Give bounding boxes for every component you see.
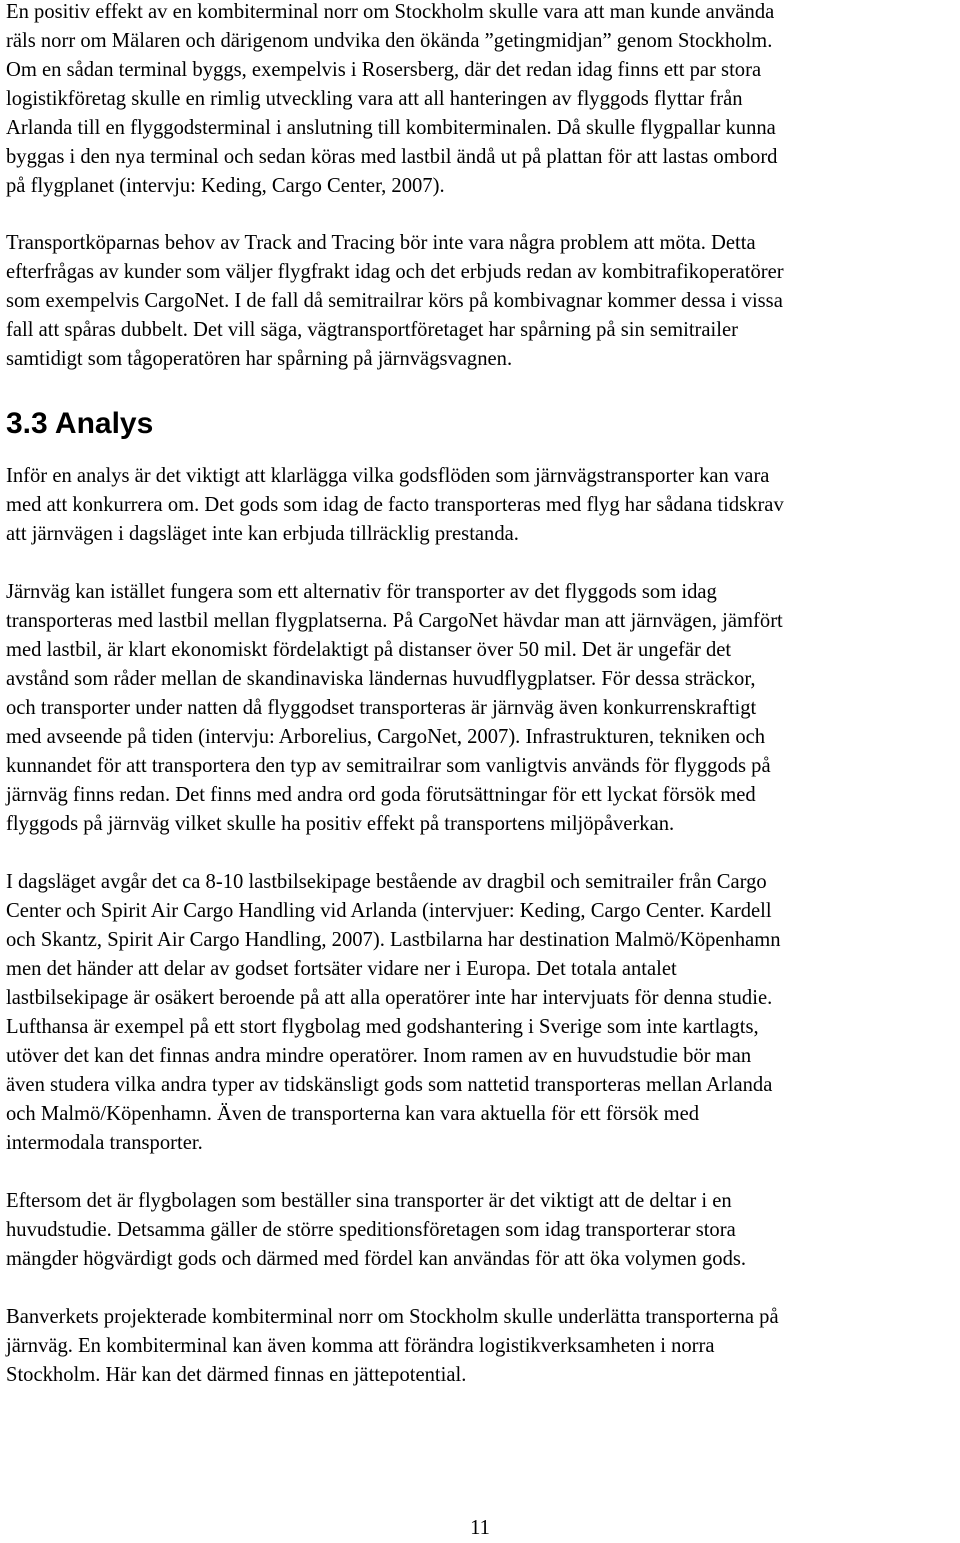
paragraph-analysis-intro: Inför en analys är det viktigt att klarlägga vilka godsflöden som järnvägstransporter kan vara med att konkurrera om. Det gods som idag de facto transporteras med flyg har sådana tidskrav att järnvägen i dagsläget inte kan erbjuda tillräcklig prestanda.: [6, 465, 784, 545]
page-number: 11: [470, 1517, 490, 1539]
paragraph-kombiterminal-effect: En positiv effekt av en kombiterminal norr om Stockholm skulle vara att man kunde använda räls norr om Mälaren och därigenom undvika den ökända ”getingmidjan” genom Stockholm. Om en sådan terminal byggs, exempelvis i Rosersberg, där det redan idag finns ett par stora logistikföretag skulle en rimlig utveckling vara att all hanteringen av flyggods flyttar från Arlanda till en flyggodsterminal i anslutning till kombiterminalen. Då skulle flygpallar kunna byggas i den nya terminal och sedan köras med lastbil ändå ut på plattan för att lastas ombord på flygplanet (intervju: Keding, Cargo Center, 2007).: [6, 1, 778, 197]
document-page: [6, 0, 960, 1390]
paragraph-rail-alternative: Järnväg kan istället fungera som ett alternativ för transporter av det flyggods som idag transporteras med lastbil mellan flygplatserna. På CargoNet hävdar man att järnvägen, jämfört med lastbil, är klart ekonomiskt fördelaktigt på distanser över 50 mil. Det är ungefär det avstånd som råder mellan de skandinaviska ländernas huvudflygplatser. För dessa sträckor, och transporter under natten då flyggodset transporteras är järnväg även konkurrenskraftigt med avseende på tiden (intervju: Arborelius, CargoNet, 2007). Infrastrukturen, tekniken och kunnandet för att transportera den typ av semitrailrar som vanligtvis används för flyggods på järnväg finns redan. Det finns med andra ord goda förutsättningar för ett lyckat försök med flyggods på järnväg vilket skulle ha positiv effekt på transportens miljöpåverkan.: [6, 581, 783, 835]
paragraph-banverket-terminal: Banverkets projekterade kombiterminal norr om Stockholm skulle underlätta transporterna på järnväg. En kombiterminal kan även komma att förändra logistikverksamheten i norra Stockholm. Här kan det därmed finnas en jättepotential.: [6, 1306, 779, 1386]
paragraph-track-and-tracing: Transportköparnas behov av Track and Tracing bör inte vara några problem att möta. Detta efterfrågas av kunder som väljer flygfrakt idag och det erbjuds redan av kombitrafikoperatörer som exempelvis CargoNet. I de fall då semitrailrar körs på kombivagnar kommer dessa i vissa fall att spåras dubbelt. Det vill säga, vägtransportföretaget har spårning på sin semitrailer samtidigt som tågoperatören har spårning på järnvägsvagnen.: [6, 232, 784, 370]
paragraph-truck-departures: I dagsläget avgår det ca 8-10 lastbilsekipage bestående av dragbil och semitrailer från Cargo Center och Spirit Air Cargo Handling vid Arlanda (intervjuer: Keding, Cargo Center. Kardell och Skantz, Spirit Air Cargo Handling, 2007). Lastbilarna har destination Malmö/Köpenhamn men det händer att delar av godset fortsäter vidare ner i Europa. Det totala antalet lastbilsekipage är osäkert beroende på att alla operatörer inte har intervjuats för denna studie. Lufthansa är exempel på ett stort flygbolag med godshantering i Sverige som inte kartlagts, utöver det kan det finnas andra mindre operatörer. Inom ramen av en huvudstudie bör man även studera vilka andra typer av tidskänsligt gods som nattetid transporteras mellan Arlanda och Malmö/Köpenhamn. Även de transporterna kan vara aktuella för ett försök med intermodala transporter.: [6, 871, 781, 1154]
section-heading: 3.3 Analys: [6, 407, 154, 440]
paragraph-airlines-participation: Eftersom det är flygbolagen som beställer sina transporter är det viktigt att de deltar i en huvudstudie. Detsamma gäller de större speditionsföretagen som idag transporterar stora mängder högvärdigt gods och därmed med fördel kan användas för att öka volymen gods.: [6, 1190, 747, 1270]
